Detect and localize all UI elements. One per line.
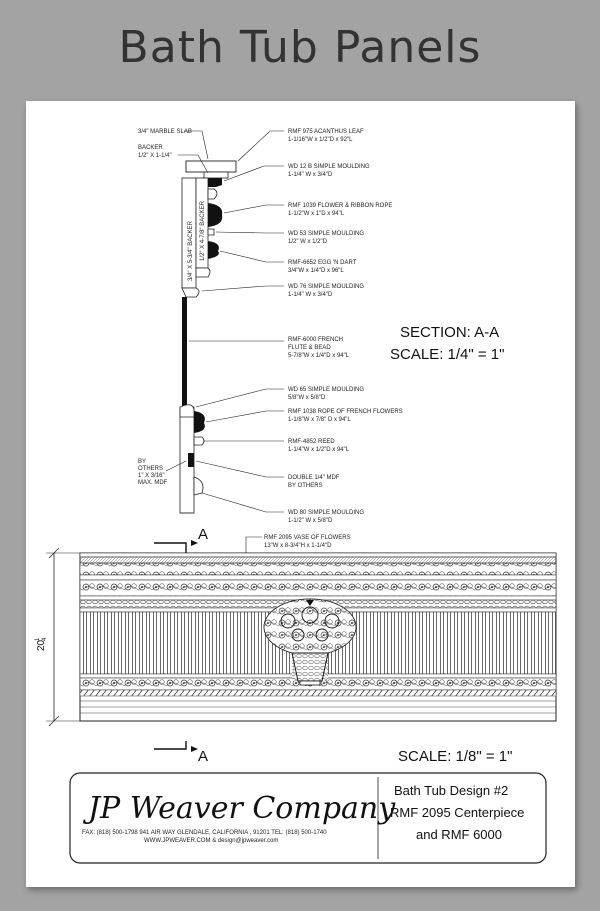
callout-12-line2: 1-1/2" W x 5/8"D [288, 518, 333, 524]
callout-7-line2: FLUTE & BEAD [288, 345, 331, 351]
centerpiece-name: RMF 2095 Centerpiece [390, 805, 525, 820]
callout-7-line3: 5-7/8"W x 1/4"D x 94"L [288, 353, 350, 359]
bath-tub-panel-elevation [80, 553, 556, 721]
callout-3-line2: 1-1/2"W x 1"D x 94"L [288, 211, 345, 217]
height-dimension: 20 [36, 639, 47, 651]
callout-1-line1: RMF 975 ACANTHUS LEAF [288, 129, 364, 135]
height-fraction-num: 1 [35, 637, 41, 641]
company-name: JP Weaver Company [88, 791, 396, 826]
callout-8-line2: 5/8"W x 5/8"D [288, 395, 326, 401]
rope-french-flowers-profile [194, 411, 205, 433]
title-block [70, 773, 546, 863]
callout-2-line1: WD 12 B SIMPLE MOULDING [288, 164, 370, 170]
technical-drawing [26, 101, 575, 887]
drawing-sheet [26, 101, 575, 887]
egg-dart-profile [208, 241, 219, 259]
callout-6-line1: WD 76 SIMPLE MOULDING [288, 284, 365, 290]
callout-13-line1: RMF 2095 VASE OF FLOWERS [264, 535, 351, 541]
design-name: Bath Tub Design #2 [394, 783, 509, 798]
section-scale: SCALE: 1/4" = 1" [390, 346, 505, 363]
callout-5-line2: 3/4"W x 1/4"D x 96"L [288, 268, 344, 274]
marble-slab-label: 3/4" MARBLE SLAB [138, 129, 192, 135]
by-others-label-2: OTHERS [138, 466, 164, 472]
flute-bead-profile [182, 297, 187, 407]
callout-10-line1: RMF-4852 REED [288, 439, 335, 445]
callout-2-line2: 1-1/4" W x 3/4"D [288, 172, 333, 178]
callout-11-line1: DOUBLE 1/4" MDF [288, 475, 340, 481]
backer-label-2: 1/2" X 1-1/4" [138, 153, 172, 159]
callout-10-line2: 1-1/4"W x 1/2"D x 94"L [288, 447, 350, 453]
callout-3-line1: RMF 1039 FLOWER & RIBBON ROPE [288, 203, 393, 209]
callout-4-line1: WD 53 SIMPLE MOULDING [288, 231, 365, 237]
page-title: Bath Tub Panels [118, 22, 482, 73]
company-web: WWW.JPWEAVER.COM & design@jpweaver.com [144, 838, 279, 844]
reed-band [80, 690, 556, 696]
height-fraction-den: 4 [42, 637, 48, 641]
flower-ribbon-profile [208, 203, 222, 227]
by-others-label-4: MAX. MDF [138, 480, 168, 486]
callout-7-line1: RMF-6000 FRENCH [288, 337, 344, 343]
mdf-profile [188, 453, 194, 467]
elevation-scale: SCALE: 1/8" = 1" [398, 748, 513, 765]
callout-5-line1: RMF-6652 EGG 'N DART [288, 260, 357, 266]
marble-slab [186, 161, 236, 172]
acanthus-profile [208, 178, 222, 187]
cut-a-bottom: A [198, 748, 209, 765]
cut-a-top: A [198, 526, 209, 543]
flower-ribbon-band [80, 580, 556, 596]
product-name: and RMF 6000 [416, 827, 502, 842]
callout-13-line2: 13"W x 8-3/4"H x 1-1/4"D [264, 543, 332, 549]
callout-6-line2: 1-1/4" W x 3/4"D [288, 292, 333, 298]
callout-8-line1: WD 65 SIMPLE MOULDING [288, 387, 365, 393]
by-others-label-3: 1" X 3/16" [138, 473, 165, 479]
callout-list [189, 129, 403, 601]
callout-9-line2: 1-1/8"W x 7/8" D x 94"L [288, 417, 351, 423]
by-others-label-1: BY [138, 459, 147, 465]
callout-4-line2: 1/2" W x 1/2"D [288, 239, 327, 245]
section-profile [180, 161, 236, 513]
callout-9-line1: RMF 1038 ROPE OF FRENCH FLOWERS [288, 409, 403, 415]
section-title: SECTION: A-A [400, 324, 500, 341]
callout-11-line2: BY OTHERS [288, 483, 323, 489]
backer-label-1: BACKER [138, 145, 163, 151]
callout-1-line2: 1-1/16"W x 1/2"D x 92"L [288, 137, 353, 143]
vertical-backer-label-outer: 3/4" X 5-3/4" BACKER [188, 221, 194, 281]
acanthus-band [80, 563, 556, 575]
vertical-backer-label-inner: 1/2" X 4-7/8" BACKER [200, 201, 206, 261]
company-contact: FAX: (818) 500-1798 941 AIR WAY GLENDALE, CALIFORNIA , 91201 TEL: (818) 500-1740 [82, 830, 327, 836]
callout-12-line1: WD 80 SIMPLE MOULDING [288, 510, 365, 516]
